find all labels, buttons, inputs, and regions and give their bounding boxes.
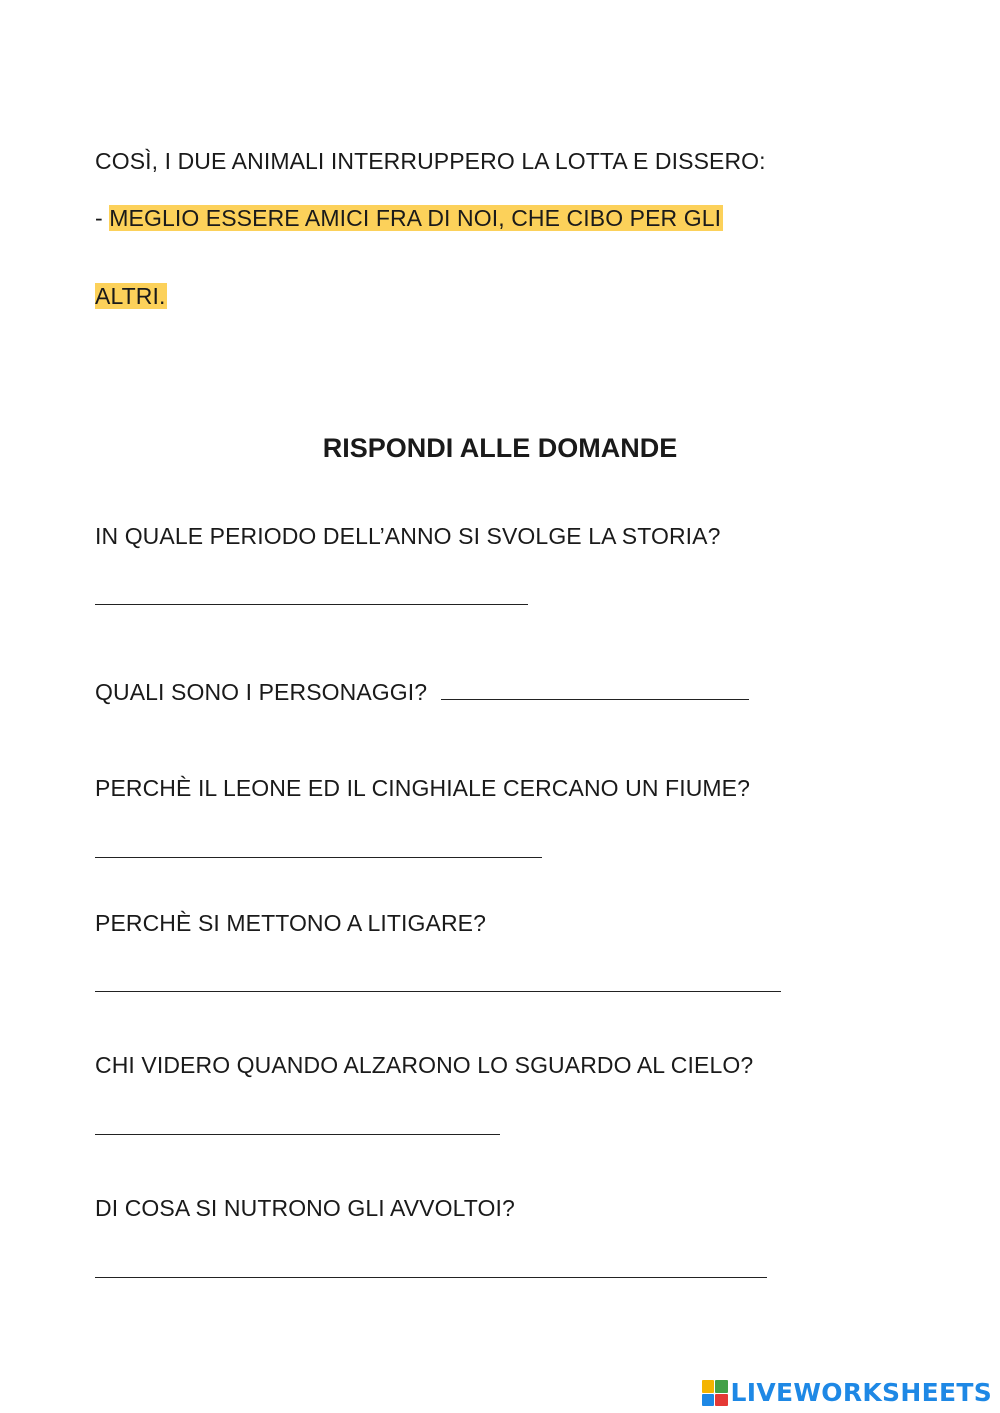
answer-line-5[interactable] [95, 1134, 500, 1135]
highlighted-quote-part-2: ALTRI. [95, 283, 166, 309]
brand-name: LIVEWORKSHEETS [730, 1378, 992, 1407]
liveworksheets-logo-icon [702, 1380, 728, 1406]
answer-line-2[interactable] [441, 679, 749, 700]
answer-line-1[interactable] [95, 604, 528, 605]
answer-line-6[interactable] [95, 1277, 767, 1278]
highlighted-quote-part-1: MEGLIO ESSERE AMICI FRA DI NOI, CHE CIBO PER GLI [109, 205, 722, 231]
story-line-1: COSÌ, I DUE ANIMALI INTERRUPPERO LA LOTTA E DISSERO: [95, 148, 766, 174]
question-2-row [95, 678, 749, 706]
answer-line-3[interactable] [95, 857, 542, 858]
question-4: PERCHÈ SI METTONO A LITIGARE? [95, 910, 487, 936]
question-6: DI COSA SI NUTRONO GLI AVVOLTOI? [95, 1195, 515, 1221]
answer-line-4[interactable] [95, 991, 781, 992]
question-5: CHI VIDERO QUANDO ALZARONO LO SGUARDO AL CIELO? [95, 1052, 754, 1078]
liveworksheets-brand[interactable] [702, 1379, 992, 1407]
question-1: IN QUALE PERIODO DELL’ANNO SI SVOLGE LA STORIA? [95, 523, 721, 549]
section-title: RISPONDI ALLE DOMANDE [322, 433, 678, 463]
story-quote-line [95, 204, 723, 232]
story-quote-continuation [95, 282, 167, 310]
quote-dash: - [95, 205, 110, 231]
question-3: PERCHÈ IL LEONE ED IL CINGHIALE CERCANO UN FIUME? [95, 775, 750, 801]
question-2: QUALI SONO I PERSONAGGI? [95, 679, 428, 705]
